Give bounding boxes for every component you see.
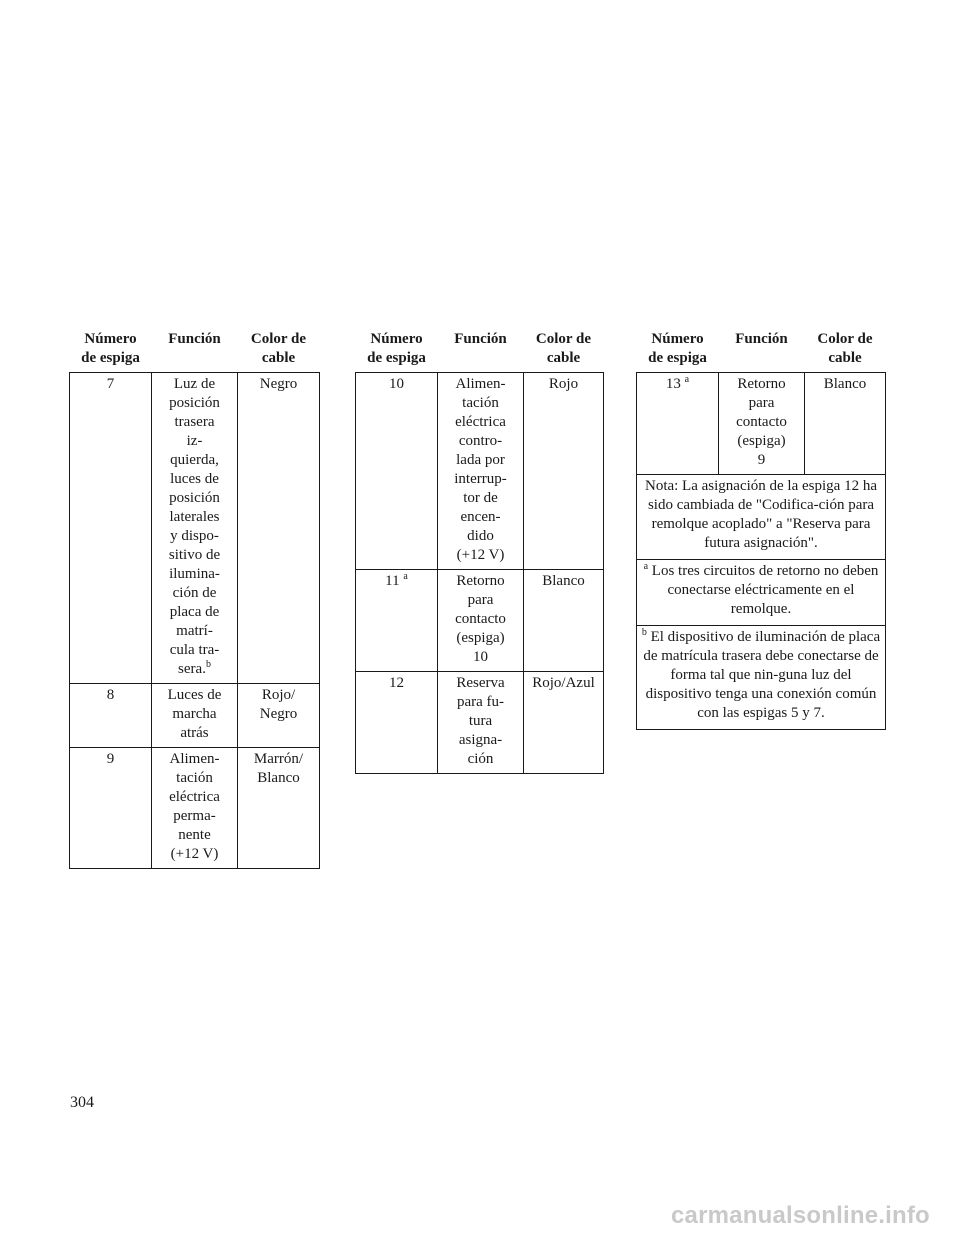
note-row xyxy=(637,475,886,560)
footnote-mark: a xyxy=(643,561,649,572)
table-row xyxy=(70,748,320,869)
pin-cell xyxy=(637,373,719,475)
table-row xyxy=(70,373,320,684)
header-pin-number: Número de espiga xyxy=(367,331,426,366)
function-text: Luz de posición trasera iz- quierda, luces de posición laterales y dispo- sitivo de ilumina- ción de placa de matrí- cula tra- sera. xyxy=(168,376,221,677)
function-cell: Luces de marcha atrás xyxy=(152,684,238,748)
color-cell: Rojo/ Negro xyxy=(238,684,320,748)
footnote-mark: b xyxy=(641,627,647,638)
table-row xyxy=(356,373,604,570)
function-cell xyxy=(152,373,238,684)
function-cell: Reserva para fu- tura asigna- ción xyxy=(438,672,524,774)
footnote-ref: a xyxy=(684,374,690,385)
header-wire-color: Color de cable xyxy=(250,331,307,366)
pin-table-2 xyxy=(355,328,604,774)
header-function: Función xyxy=(454,331,507,347)
footnote-row xyxy=(637,560,886,626)
table-header-row xyxy=(70,328,320,373)
header-pin-number: Número de espiga xyxy=(81,331,140,366)
watermark-logo[interactable]: carmanualsonline.info xyxy=(671,1202,930,1229)
table-row xyxy=(356,672,604,774)
function-cell: Retorno para contacto (espiga) 9 xyxy=(719,373,805,475)
header-pin-number: Número de espiga xyxy=(648,331,707,366)
pin-table-1 xyxy=(69,328,320,869)
color-cell: Rojo xyxy=(524,373,604,570)
table-row xyxy=(70,684,320,748)
color-cell: Rojo/Azul xyxy=(524,672,604,774)
footnote-row xyxy=(637,626,886,730)
pin-cell: 12 xyxy=(356,672,438,774)
function-cell: Alimen- tación eléctrica perma- nente (+12 V) xyxy=(152,748,238,869)
footnote-b-text: El dispositivo de iluminación de placa de matrícula trasera debe conectarse de forma tal que nin-guna luz del dispositivo tenga una conexión común con las espigas 5 y 7. xyxy=(643,629,881,721)
page-number: 304 xyxy=(70,1094,94,1111)
color-cell: Marrón/ Blanco xyxy=(238,748,320,869)
footnote-a-text: Los tres circuitos de retorno no deben conectarse eléctricamente en el remolque. xyxy=(651,563,879,617)
function-cell: Alimen- tación eléctrica contro- lada por interrup- tor de encen- dido (+12 V) xyxy=(438,373,524,570)
table-row xyxy=(356,570,604,672)
function-cell: Retorno para contacto (espiga) 10 xyxy=(438,570,524,672)
header-function: Función xyxy=(735,331,788,347)
header-wire-color: Color de cable xyxy=(535,331,592,366)
footnote-ref: a xyxy=(403,571,408,582)
pin-table-3 xyxy=(636,328,886,730)
color-cell: Negro xyxy=(238,373,320,684)
header-function: Función xyxy=(168,331,221,347)
table-header-row xyxy=(637,328,886,373)
color-cell: Blanco xyxy=(805,373,886,475)
color-cell: Blanco xyxy=(524,570,604,672)
table-header-row xyxy=(356,328,604,373)
footnote-ref: b xyxy=(205,659,211,670)
pin-cell: 10 xyxy=(356,373,438,570)
pin-text: 11 xyxy=(385,573,400,589)
footnote-b-cell xyxy=(637,626,886,730)
header-wire-color: Color de cable xyxy=(817,331,873,366)
pin-cell: 8 xyxy=(70,684,152,748)
footnote-a-cell xyxy=(637,560,886,626)
table-row xyxy=(637,373,886,475)
pin-cell xyxy=(356,570,438,672)
pin-cell: 9 xyxy=(70,748,152,869)
pin-cell: 7 xyxy=(70,373,152,684)
note-cell: Nota: La asignación de la espiga 12 ha sido cambiada de "Codifica-ción para remolque acoplado" a "Reserva para futura asignación". xyxy=(637,475,886,560)
pin-text: 13 xyxy=(665,376,681,392)
